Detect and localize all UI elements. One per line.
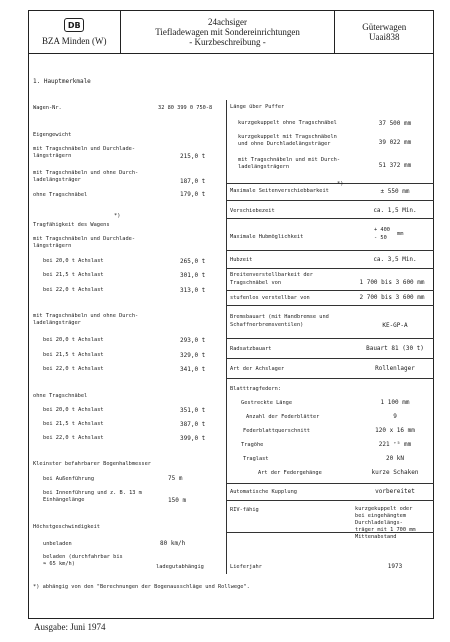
tragf-footnote-mark: *): [114, 213, 121, 219]
riv-value-1: kurzgekuppelt oder: [355, 506, 413, 512]
tf2-row-3-label: bei 22,0 t Achslast: [43, 366, 104, 372]
bl4-label: Tragöhe: [241, 442, 264, 448]
bl2-label: Anzahl der Federblätter: [246, 414, 320, 420]
breit-label-a: Breitenverstellbarkeit der: [230, 272, 313, 278]
tf2-row-1-value: 293,0 t: [180, 337, 206, 344]
radsatz-label: Radsatzbauart: [230, 346, 272, 352]
header-type-cell: [335, 11, 433, 53]
tf1-label-a: mit Tragschnäbeln und Durchlade-: [33, 236, 136, 242]
seiten-footnote-mark: *): [337, 181, 344, 187]
divider-1: [226, 183, 434, 184]
header-org-cell: [29, 11, 121, 53]
bl5-label: Traglast: [243, 456, 269, 462]
breit-label-b: Tragschnäbel von: [230, 280, 282, 286]
org-name: BZA Minden (W): [42, 36, 107, 46]
eg1-label-b: längsträgern: [33, 153, 72, 159]
divider-8: [226, 338, 434, 339]
eg2-value: 187,0 t: [180, 178, 206, 185]
db-logo-icon: DB: [64, 18, 84, 32]
riv-label: RIV-fähig: [230, 507, 259, 513]
geschw2-value: ladegutabhängig: [156, 564, 204, 570]
geschw2-label-a: beladen (durchfahrbar bis: [43, 554, 123, 560]
eigengewicht-label: Eigengewicht: [33, 132, 72, 138]
section-title: 1. Hauptmerkmale: [33, 78, 91, 85]
hub-label: Maximale Hubmöglichkeit: [230, 234, 304, 240]
bl4-value: 221 ⁺⁵ mm: [378, 441, 412, 448]
header-title-cell: [121, 11, 336, 53]
edition-footer: Ausgabe: Juni 1974: [34, 622, 106, 632]
hub-unit: mm: [397, 231, 404, 237]
divider-5: [226, 268, 434, 269]
brems-label-a: Bremsbauart (mit Handbremse und: [230, 314, 329, 320]
lup3-value: 51 372 mm: [378, 162, 412, 169]
achs-value: Rollenlager: [375, 365, 415, 372]
tf3-row-3-label: bei 22,0 t Achslast: [43, 435, 104, 441]
wagen-nr-value: 32 80 399 0 750-8: [158, 105, 213, 111]
tf2-row-1-label: bei 20,0 t Achslast: [43, 337, 104, 343]
lup1-value: 37 500 mm: [378, 120, 412, 127]
lup3-label-a: mit Tragschnäbeln und mit Durch-: [238, 157, 341, 163]
brems-value: KE-GP-A: [382, 322, 408, 329]
tf1-row-2-value: 301,0 t: [180, 272, 206, 279]
tf3-row-2-value: 387,0 t: [180, 421, 206, 428]
column-divider: [226, 100, 227, 574]
eg2-label-a: mit Tragschnäbeln und ohne Durch-: [33, 170, 139, 176]
divider-6: [226, 290, 434, 291]
divider-10: [226, 378, 434, 379]
tf1-label-b: längsträgern: [33, 243, 72, 249]
divider-4: [226, 250, 434, 251]
vs-label: Verschiebezeit: [230, 208, 275, 214]
eg3-value: 179,0 t: [180, 191, 206, 198]
stufen-value: 2 700 bis 3 600 mm: [359, 294, 425, 301]
achs-label: Art der Achslager: [230, 366, 285, 372]
hub-value-b: - 50: [374, 235, 387, 241]
lup3-label-b: ladelängsträgern: [238, 164, 290, 170]
bogen-label: Kleinster befahrbarer Bogenhalbmesser: [33, 461, 151, 467]
riv-value-2: bei eingehängtem: [355, 513, 407, 519]
bl1-value: 1 100 mm: [380, 399, 410, 406]
eg2-label-b: ladelängsträger: [33, 177, 81, 183]
lief-label: Lieferjahr: [230, 564, 262, 570]
geschw2-label-b: ≈ 65 km/h): [43, 561, 75, 567]
bogen2-label-b: Einhängelänge: [43, 497, 85, 503]
lief-value: 1973: [387, 563, 403, 570]
tf1-row-3-label: bei 22,0 t Achslast: [43, 287, 104, 293]
divider-3: [226, 218, 434, 219]
blatt-label: Blatttragfedern:: [230, 386, 282, 392]
riv-value-3: Durchladelängs-: [355, 520, 403, 526]
hubzeit-label: Hubzeit: [230, 257, 253, 263]
geschw1-label: unbeladen: [43, 541, 72, 547]
bl3-value: 120 x 16 mm: [375, 427, 415, 434]
geschw-label: Höchstgeschwindigkeit: [33, 524, 100, 530]
tf1-row-3-value: 313,0 t: [180, 287, 206, 294]
kupp-label: Automatische Kupplung: [230, 489, 297, 495]
stufen-label: stufenlos verstellbar von: [230, 295, 310, 301]
bl6-label: Art der Federgehänge: [258, 470, 322, 476]
bl5-value: 20 kN: [385, 455, 405, 462]
wagen-nr-label: Wagen-Nr.: [33, 105, 62, 111]
hubzeit-value: ca. 3,5 Min.: [373, 256, 417, 263]
kupp-value: vorbereitet: [375, 488, 415, 495]
eg1-label-a: mit Tragschnäbeln und Durchlade-: [33, 146, 136, 152]
lup-label: Länge über Puffer: [230, 104, 285, 110]
tf1-row-1-value: 265,0 t: [180, 258, 206, 265]
lup2-label-a: kurzgekuppelt mit Tragschnäbeln: [238, 134, 337, 140]
divider-12: [226, 500, 434, 501]
vs-value: ca. 1,5 Min.: [373, 207, 417, 214]
tf1-row-2-label: bei 21,5 t Achslast: [43, 272, 104, 278]
radsatz-value: Bauart 81 (30 t): [366, 345, 424, 352]
tragf-label: Tragfähigkeit des Wagens: [33, 222, 110, 228]
tf2-label-b: ladelängsträger: [33, 320, 81, 326]
tf2-row-2-value: 329,0 t: [180, 352, 206, 359]
footnote: *) abhängig von den "Berechnungen der Bogenausschläge und Rollwege".: [33, 584, 250, 590]
lup2-value: 39 022 mm: [378, 139, 412, 146]
hub-value-a: + 400: [374, 227, 390, 233]
tf3-row-1-value: 351,0 t: [180, 407, 206, 414]
seiten-label: Maximale Seitenverschiebbarkeit: [230, 188, 329, 194]
tf2-row-2-label: bei 21,5 t Achslast: [43, 352, 104, 358]
tf3-label: ohne Tragschnäbel: [33, 393, 88, 399]
tf1-row-1-label: bei 20,0 t Achslast: [43, 258, 104, 264]
bl3-label: Federblattquerschnitt: [243, 428, 310, 434]
bogen1-value: 75 m: [168, 475, 183, 482]
type-line-2: Uaai838: [368, 32, 400, 42]
riv-value-4: träger mit 1 700 mm: [355, 527, 416, 533]
eg1-value: 215,0 t: [180, 153, 206, 160]
tf2-row-3-value: 341,0 t: [180, 366, 206, 373]
type-line-1: Güterwagen: [362, 22, 407, 32]
bogen2-value: 150 m: [168, 497, 187, 504]
divider-9: [226, 358, 434, 359]
bogen1-label: bei Außenführung: [43, 476, 95, 482]
divider-2: [226, 200, 434, 201]
seiten-value: ± 550 mm: [380, 188, 410, 195]
bl6-value: kurze Schaken: [371, 469, 419, 476]
tf3-row-3-value: 399,0 t: [180, 435, 206, 442]
title-line-1: 24achsiger: [208, 17, 247, 27]
brems-label-b: Schaffnerbremsventilen): [230, 322, 304, 328]
geschw1-value: 80 km/h: [160, 540, 186, 547]
divider-7: [226, 305, 434, 306]
bogen2-label-a: bei Innenführung und z. B. 13 m: [43, 490, 142, 496]
tf3-row-1-label: bei 20,0 t Achslast: [43, 407, 104, 413]
title-line-2: Tiefladewagen mit Sondereinrichtungen: [155, 27, 300, 37]
lup2-label-b: und ohne Durchladelängsträger: [238, 141, 331, 147]
lup1-label: kurzgekuppelt ohne Tragschnäbel: [238, 120, 337, 126]
title-line-3: - Kurzbeschreibung -: [189, 37, 266, 47]
tf2-label-a: mit Tragschnäbeln und ohne Durch-: [33, 313, 139, 319]
bl2-value: 9: [393, 413, 397, 420]
tf3-row-2-label: bei 21,5 t Achslast: [43, 421, 104, 427]
document-header: [28, 10, 434, 54]
bl1-label: Gestreckte Länge: [241, 400, 293, 406]
riv-value-5: Mittenabstand: [355, 534, 397, 540]
breit-value: 1 700 bis 3 600 mm: [359, 279, 425, 286]
eg3-label: ohne Tragschnäbel: [33, 192, 88, 198]
divider-11: [226, 483, 434, 484]
